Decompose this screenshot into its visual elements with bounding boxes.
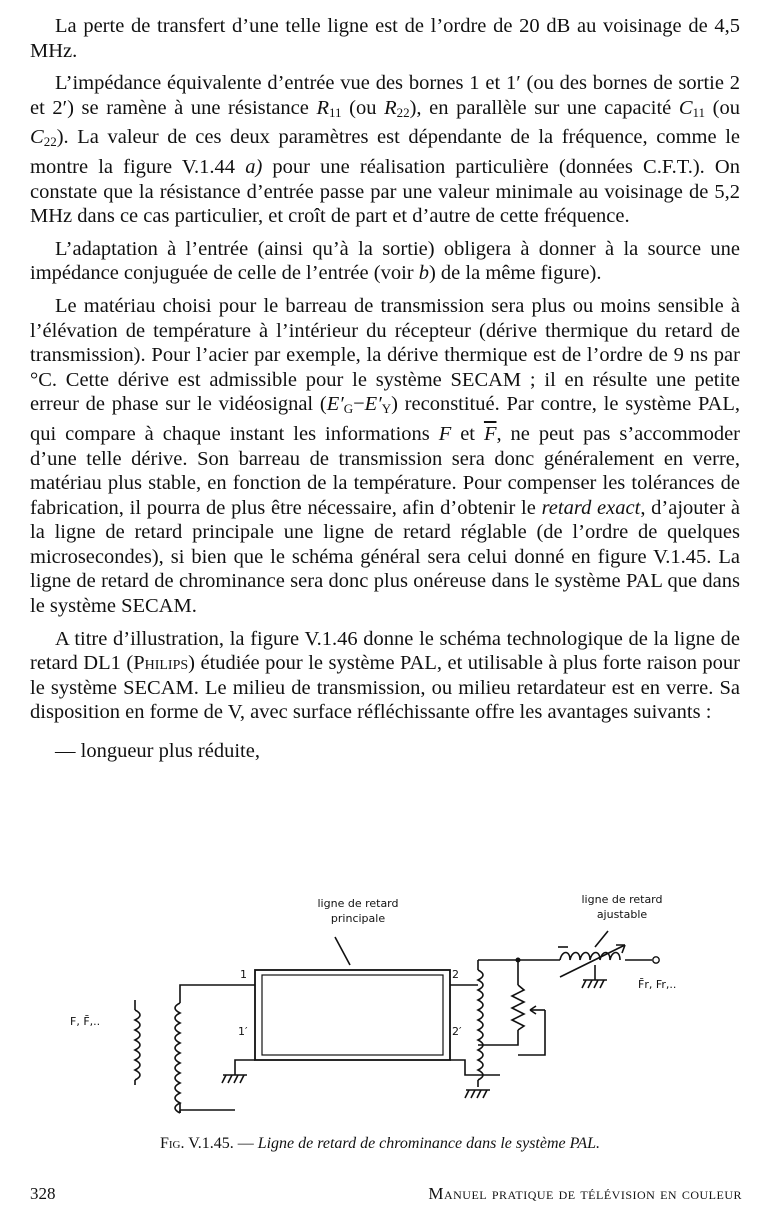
main-line-label-2: principale xyxy=(330,912,386,925)
output-signal-label: F̄r, Fr,.. xyxy=(638,978,677,991)
figure-part-b: b xyxy=(418,262,429,285)
p2-text-a: L’impédance équivalente d’entrée vue des bornes 1 et 1′ (ou des bornes de sortie 2 et 2′) se ramène à une résistance xyxy=(30,72,740,119)
symbol-c: C xyxy=(678,96,693,119)
p2-text-d: (ou xyxy=(705,96,740,119)
p4-text-b: ) reconstitué. Par contre, le système PAL, qui compare à chaque instant les informations xyxy=(30,393,741,445)
label-pointer xyxy=(595,931,608,947)
terminal-1: 1 xyxy=(240,968,247,981)
figure-caption xyxy=(0,1135,760,1153)
paragraph-2 xyxy=(30,71,740,229)
subscript-y: Y xyxy=(381,401,392,417)
paragraph-5 xyxy=(30,627,740,725)
page-number: 328 xyxy=(30,1184,56,1203)
subscript-g: G xyxy=(343,401,354,417)
label-pointer xyxy=(335,937,350,965)
terminal-2: 2 xyxy=(452,968,459,981)
emphasis-retard-exact: retard exact xyxy=(541,496,641,519)
p3-text-c: ) de la même figure). xyxy=(428,262,602,285)
symbol-e-prime: E′ xyxy=(326,393,344,416)
page-footer xyxy=(30,1184,742,1204)
input-signal-label: F, F̄,.. xyxy=(70,1015,101,1028)
delay-line-schematic xyxy=(40,885,740,1115)
list-item-text: — longueur plus réduite, xyxy=(55,740,260,763)
output-coil xyxy=(478,960,483,1087)
paragraph-4 xyxy=(30,294,740,619)
paragraph-1 xyxy=(30,14,740,63)
ground-symbol xyxy=(465,1090,490,1098)
subscript-22: 22 xyxy=(396,104,410,120)
p2-text-e: ). La valeur de ces deux paramètres est dépendante de la fréquence, comme le montre la figure V.1.44 xyxy=(30,126,740,178)
p4-text-a: Le matériau choisi pour le barreau de transmission sera plus ou moins sensible à l’élévation de température à l’intérieur du récepteur (dérive thermique du retard de transmission). Pour l’acier par exemple, la dérive thermique est de l’ordre de 9 ns par °C. Cette dérive est admissible pour le système SECAM ; il en résulte une petite erreur de phase sur le vidéosignal ( xyxy=(30,294,740,416)
input-transformer-primary xyxy=(135,1000,140,1085)
adjustable-line-label-1: ligne de retard xyxy=(581,893,663,906)
terminal-1-prime: 1′ xyxy=(238,1025,248,1038)
output-terminal xyxy=(653,957,659,963)
output-potentiometer xyxy=(478,960,545,1055)
p5-text-b: ) étudiée pour le système PAL, et utilisable à plus forte raison pour le système SECAM. Le milieu de transmission, ou milieu retardateur est en verre. Sa disposition en forme de V, avec surface réfléchissante offre les avantages suivants : xyxy=(30,652,741,724)
p4-text-c: , ne peut pas s’accommoder d’une telle dérive. Son barreau de transmission sera donc généralement en verre, matériau plus stable, en fonction de la température. Pour compenser les tolérances de fabrication, il pourra de plus être nécessaire, afin d’obtenir le xyxy=(30,422,741,519)
symbol-r: R xyxy=(384,96,397,119)
main-delay-line-block xyxy=(180,970,450,1110)
symbol-f-bar: $\overline{F}$ xyxy=(483,422,497,445)
input-transformer-secondary xyxy=(175,985,255,1113)
figure-part-a: a) xyxy=(245,155,263,178)
caption-body: Ligne de retard de chrominance dans le système PAL. xyxy=(257,1135,601,1152)
junction-dot xyxy=(516,958,521,963)
p4-text-d: , d’ajouter à la ligne de retard principale une ligne de retard réglable (de l’ordre de quelques microsecondes), si bien que le schéma général sera celui donné en figure V.1.45. La ligne de retard de chrominance sera donc plus onéreuse dans le système PAL que dans le système SECAM. xyxy=(30,496,741,618)
brand-philips: Philips xyxy=(133,652,189,675)
ground-symbol xyxy=(222,1075,247,1083)
minus-sign: − xyxy=(353,393,365,416)
caption-prefix: Fig. V.1.45. — xyxy=(159,1135,258,1152)
p2-text-f: pour une réalisation particulière (données C.F.T.). On constate que la résistance d’entrée passe par une valeur minimale au voisinage de 5,2 MHz dans ce cas particulier, et croît de part et d’autre de cette fréquence. xyxy=(30,155,740,228)
list-item xyxy=(30,739,740,764)
subscript-22: 22 xyxy=(43,134,57,150)
symbol-r: R xyxy=(316,96,329,119)
p4-and: et xyxy=(451,422,484,445)
symbol-e-prime: E′ xyxy=(364,393,382,416)
adjustable-delay-line xyxy=(518,945,652,988)
paragraph-3 xyxy=(30,237,740,286)
p2-text-c: ), en parallèle sur une capacité xyxy=(409,96,679,119)
terminal-2-prime: 2′ xyxy=(452,1025,462,1038)
p2-text-b: (ou xyxy=(341,96,385,119)
body-text xyxy=(30,14,740,772)
symbol-c: C xyxy=(30,126,44,149)
p5-text-a: A titre d’illustration, la figure V.1.46 donne le schéma technologique de la ligne de retard DL1 ( xyxy=(30,627,740,675)
subscript-11: 11 xyxy=(329,104,342,120)
running-title: Manuel pratique de télévision en couleur xyxy=(428,1184,742,1203)
main-line-label-1: ligne de retard xyxy=(317,897,399,910)
p3-text-a: L’adaptation à l’entrée (ainsi qu’à la sortie) obligera à donner à la source une impédance conjuguée de celle de l’entrée (voir xyxy=(30,237,740,285)
subscript-11: 11 xyxy=(692,104,706,120)
adjustable-line-label-2: ajustable xyxy=(596,908,648,921)
paragraph-1-text: La perte de transfert d’une telle ligne est de l’ordre de 20 dB au voisinage de 4,5 MHz. xyxy=(30,15,740,62)
symbol-f: F xyxy=(438,422,452,445)
